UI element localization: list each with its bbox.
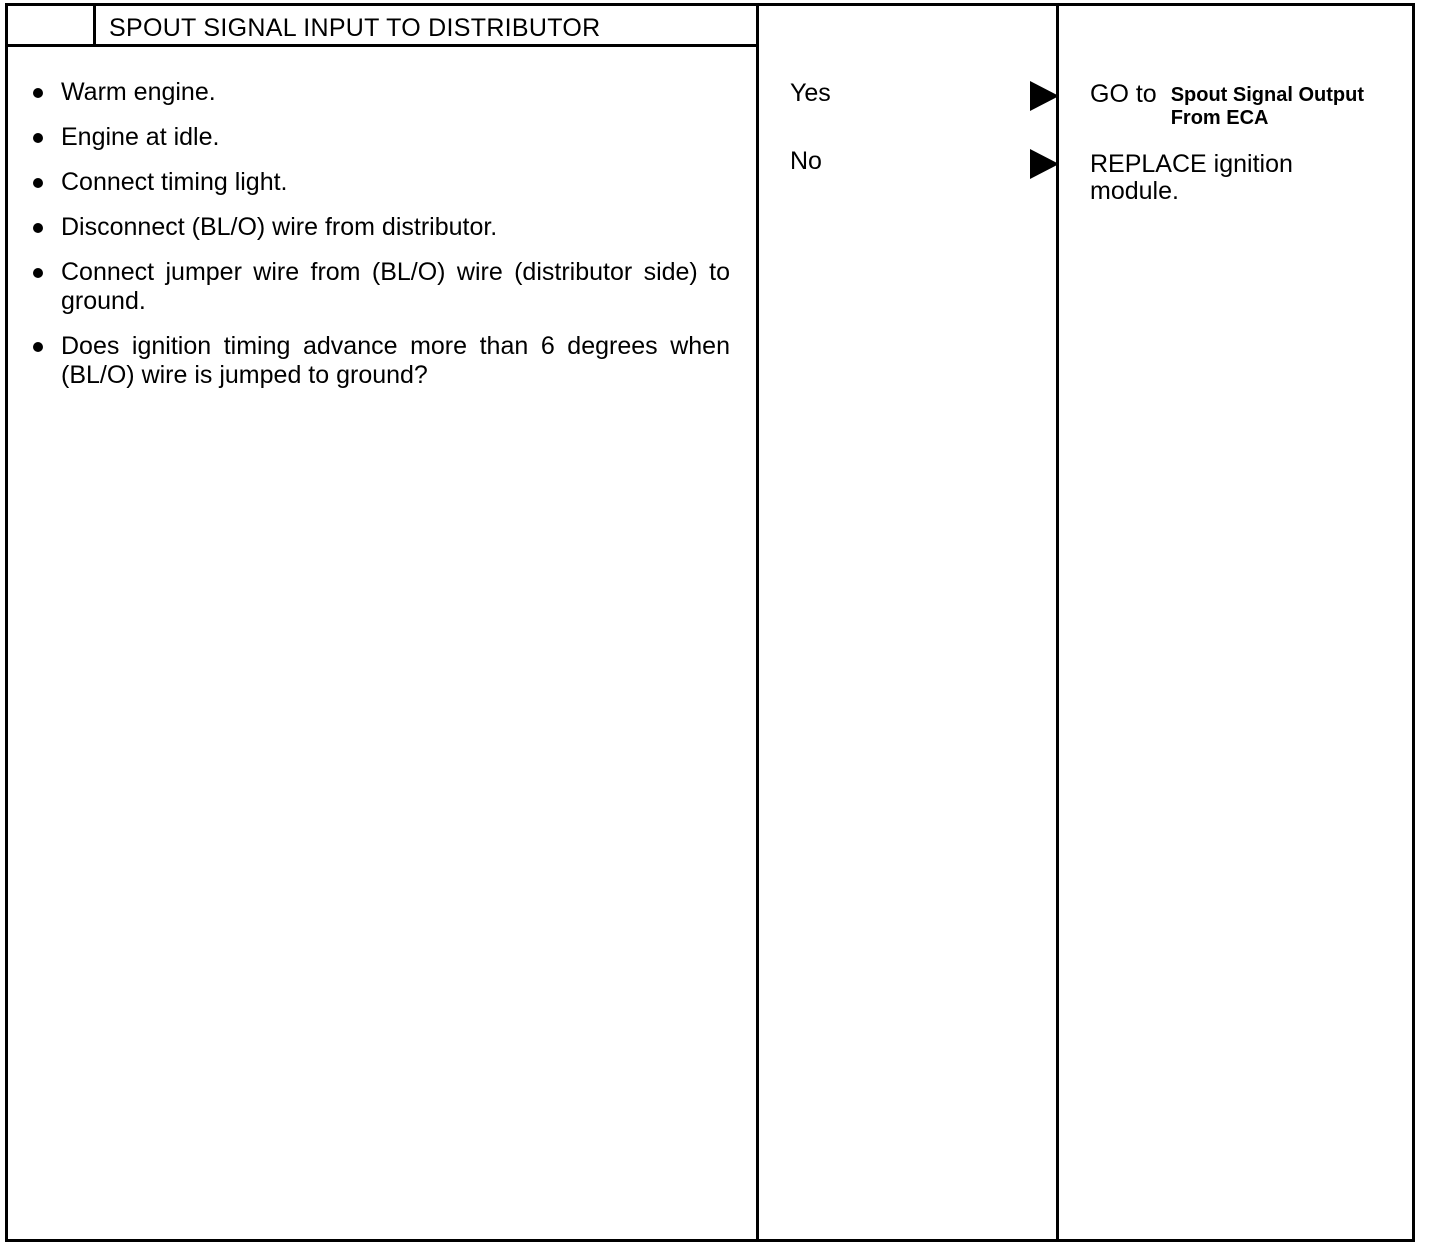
test-step-text: Connect timing light. <box>61 168 288 196</box>
goto-verb: GO to <box>1090 80 1157 108</box>
bullet-icon <box>33 268 43 278</box>
action-no <box>1090 151 1293 205</box>
test-step-title: SPOUT SIGNAL INPUT TO DISTRIBUTOR <box>109 14 601 42</box>
bullet-icon <box>33 178 43 188</box>
arrow-right-icon <box>1030 81 1059 111</box>
test-step-list <box>30 78 730 406</box>
test-step-item <box>30 258 730 316</box>
column-divider-test-result <box>756 6 759 1239</box>
result-yes-label: Yes <box>790 79 831 107</box>
test-step-text: Disconnect (BL/O) wire from distributor. <box>61 213 498 241</box>
header-underline <box>8 44 759 47</box>
goto-reference[interactable] <box>1171 81 1364 130</box>
bullet-icon <box>33 342 43 352</box>
test-step-item <box>30 78 730 107</box>
action-yes <box>1090 81 1364 130</box>
header-step-marker <box>93 6 96 44</box>
goto-reference-line: From ECA <box>1170 107 1269 129</box>
bullet-icon <box>33 88 43 98</box>
test-step-item <box>30 213 730 242</box>
diagnostic-table <box>5 3 1415 1242</box>
action-no-line: module. <box>1090 177 1179 205</box>
test-step-item <box>30 332 730 390</box>
result-no-label: No <box>790 147 822 175</box>
test-step-text: Connect jumper wire from (BL/O) wire (distributor side) to ground. <box>61 258 730 315</box>
goto-instruction <box>1090 81 1364 130</box>
test-step-text: Engine at idle. <box>61 123 220 151</box>
action-no-line: REPLACE ignition <box>1090 150 1293 178</box>
test-step-item <box>30 123 730 152</box>
arrow-right-icon <box>1030 149 1059 179</box>
bullet-icon <box>33 133 43 143</box>
column-divider-result-action <box>1056 6 1059 1239</box>
goto-reference-line: Spout Signal Output <box>1170 84 1364 106</box>
test-step-item <box>30 168 730 197</box>
test-step-text: Does ignition timing advance more than 6 degrees when (BL/O) wire is jumped to ground? <box>61 332 730 389</box>
bullet-icon <box>33 223 43 233</box>
test-step-text: Warm engine. <box>61 78 216 106</box>
